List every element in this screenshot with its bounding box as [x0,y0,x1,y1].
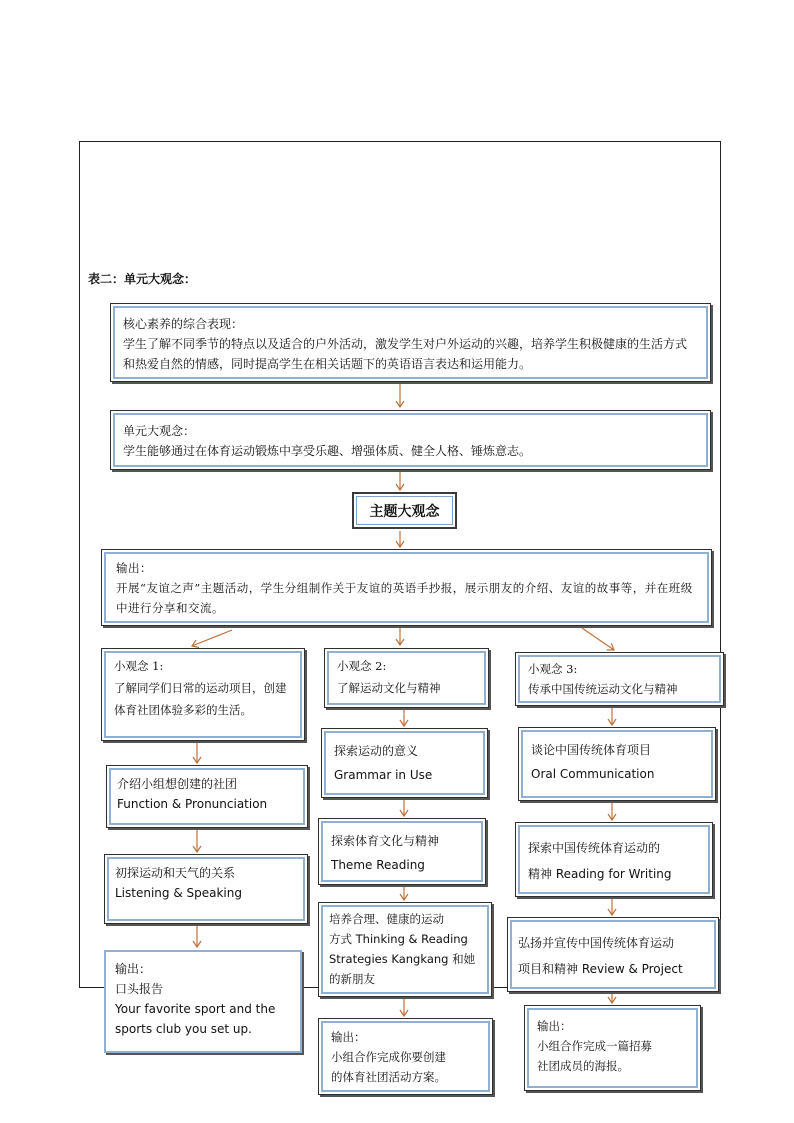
col1-step-1-en: Function & Pronunciation [117,797,268,811]
core-heading: 核心素养的综合表现： [123,317,244,331]
col2-step-3-en2: Strategies Kangkang 和她 [329,952,476,966]
concept-3-label: 小观念 3: [528,662,578,676]
col2-output-line1: 小组合作完成你要创建 [331,1050,446,1064]
col1-output-line1: 口头报告 [115,982,164,996]
col3-step-3-en: 项目和精神 Review & Project [518,962,683,976]
concept-2-label: 小观念 2: [337,659,387,673]
col3-step-2-en: 精神 Reading for Writing [528,867,672,881]
col3-output-heading: 输出： [537,1019,572,1033]
main-output-heading: 输出： [116,561,152,575]
col2-step-1-en: Grammar in Use [334,768,433,782]
col2-step-2-cn: 探索体育文化与精神 [331,834,440,848]
col2-step-2-en: Theme Reading [331,858,425,872]
concept-1-text: 了解同学们日常的运动项目，创建体育社团体验多彩的生活。 [114,681,287,717]
col3-step-3-cn: 弘扬并宣传中国传统体育运动 [518,936,675,950]
main-theme-box: 主题大观念 [352,492,457,529]
concept-3-text: 传承中国传统运动文化与精神 [528,682,678,696]
col3-step-1-en: Oral Communication [531,767,655,781]
arrow-output-concept1 [192,630,232,646]
core-text: 学生了解不同季节的特点以及适合的户外活动，激发学生对户外运动的兴趣，培养学生积极健康的生活方式和热爱自然的情感，同时提高学生在相关话题下的英语语言表达和运用能力。 [123,337,688,371]
col2-step-3-en: 方式 Thinking & Reading [329,932,468,946]
col1-output-heading: 输出： [115,962,152,976]
unit-text: 学生能够通过在体育运动锻炼中享受乐趣、增强体质、健全人格、锤炼意志。 [123,444,532,458]
col1-step-2-en: Listening & Speaking [115,886,242,900]
col1-step-2-cn: 初探运动和天气的关系 [115,866,236,880]
concept-1-label: 小观念 1: [114,659,164,673]
concept-2-text: 了解运动文化与精神 [337,681,441,695]
col1-output-line2: Your favorite sport and the [115,1002,276,1016]
col2-step-3-en3: 的新朋友 [329,972,375,986]
main-output-text: 开展“友谊之声”主题活动，学生分组制作关于友谊的英语手抄报，展示朋友的介绍、友谊的故事等，并在班级中进行分享和交流。 [116,581,693,615]
col2-step-1-cn: 探索运动的意义 [334,744,419,758]
col1-step-1-cn: 介绍小组想创建的社团 [117,777,238,791]
col3-step-1-cn: 谈论中国传统体育项目 [531,743,652,757]
col2-output-line2: 的体育社团活动方案。 [331,1070,446,1084]
col2-output-heading: 输出： [331,1030,366,1044]
arrow-output-concept3 [582,628,614,650]
col3-output-line2: 社团成员的海报。 [537,1059,629,1073]
col3-step-2-cn: 探索中国传统体育运动的 [528,841,661,855]
unit-heading: 单元大观念： [123,424,196,438]
col1-output-line3: sports club you set up. [115,1022,252,1036]
col2-step-3-cn: 培养合理、健康的运动 [329,912,444,926]
col3-output-line1: 小组合作完成一篇招募 [537,1039,652,1053]
table-title: 表二：单元大观念： [88,272,197,286]
